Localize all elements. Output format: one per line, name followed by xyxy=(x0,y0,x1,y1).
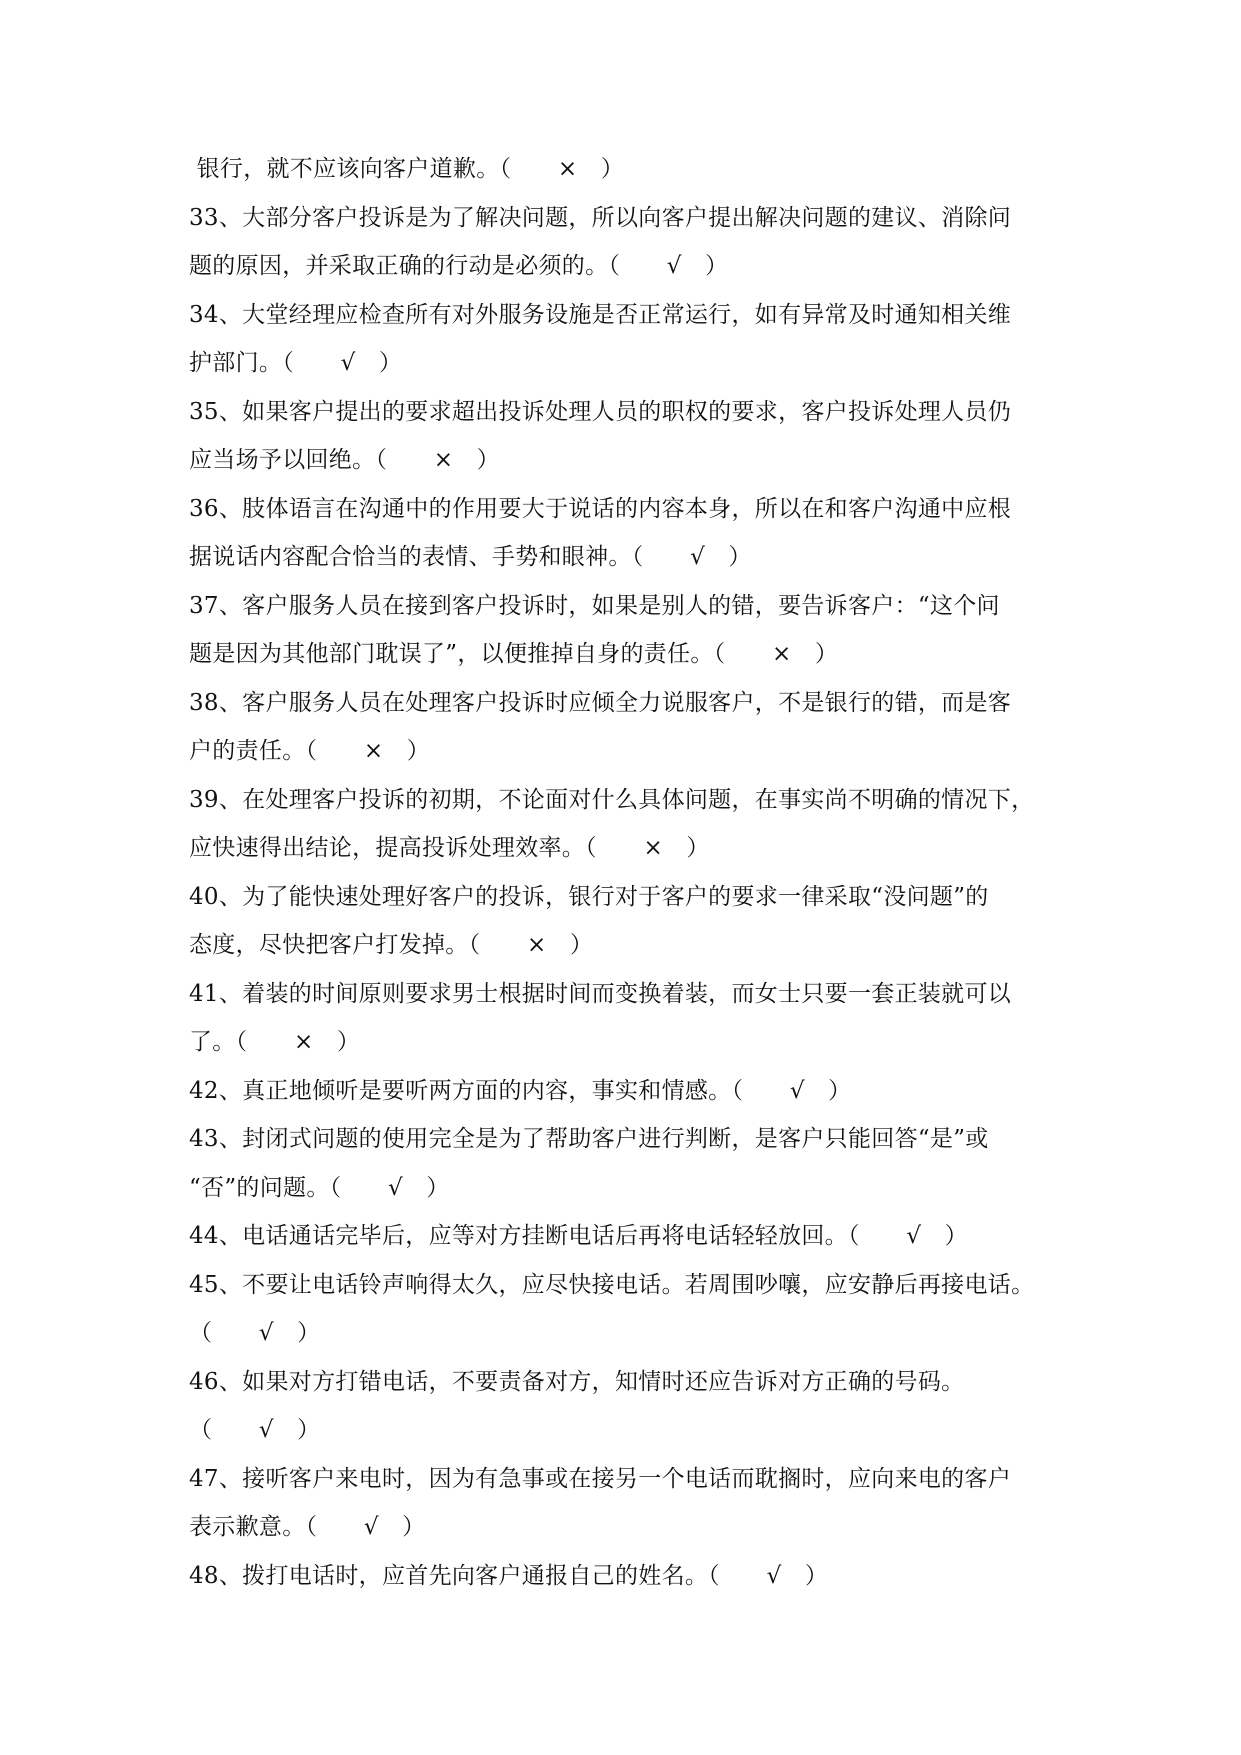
text-line-17: 态度，尽快把客户打发掉。（ × ） xyxy=(189,932,594,958)
text-line-23: 44、电话通话完毕后，应等对方挂断电话后再将电话轻轻放回。（ √ ） xyxy=(189,1223,968,1249)
text-line-11: 题是因为其他部门耽误了”，以便推掉自身的责任。（ × ） xyxy=(189,641,839,667)
text-line-22: “否”的问题。（ √ ） xyxy=(189,1174,450,1201)
document-body xyxy=(189,145,1064,1600)
text-line-8: 36、肢体语言在沟通中的作用要大于说话的内容本身，所以在和客户沟通中应根 xyxy=(189,495,1012,522)
text-line-14: 39、在处理客户投诉的初期，不论面对什么具体问题，在事实尚不明确的情况下， xyxy=(189,786,1035,813)
text-line-29: 表示歉意。（ √ ） xyxy=(189,1514,426,1540)
text-line-21: 43、封闭式问题的使用完全是为了帮助客户进行判断，是客户只能回答“是”或 xyxy=(189,1126,989,1152)
text-line-6: 35、如果客户提出的要求超出投诉处理人员的职权的要求，客户投诉处理人员仍 xyxy=(189,398,1012,425)
text-line-20: 42、真正地倾听是要听两方面的内容，事实和情感。（ √ ） xyxy=(189,1077,852,1104)
text-line-15: 应快速得出结论，提高投诉处理效率。（ × ） xyxy=(189,835,710,861)
text-line-12: 38、客户服务人员在处理客户投诉时应倾全力说服客户，不是银行的错，而是客 xyxy=(189,689,1012,716)
text-line-10: 37、客户服务人员在接到客户投诉时，如果是别人的错，要告诉客户：“这个问 xyxy=(189,592,1000,619)
text-line-5: 护部门。（ √ ） xyxy=(189,350,403,376)
text-line-30: 48、拨打电话时，应首先向客户通报自己的姓名。（ √ ） xyxy=(189,1562,829,1589)
text-line-3: 题的原因，并采取正确的行动是必须的。（ √ ） xyxy=(189,253,729,279)
text-line-13: 户的责任。（ × ） xyxy=(189,738,431,764)
text-line-16: 40、为了能快速处理好客户的投诉，银行对于客户的要求一律采取“没问题”的 xyxy=(189,883,989,910)
text-line-24: 45、不要让电话铃声响得太久，应尽快接电话。若周围吵嚷，应安静后再接电话。 xyxy=(189,1271,1035,1298)
text-line-25: （ √ ） xyxy=(189,1320,321,1346)
text-line-9: 据说话内容配合恰当的表情、手势和眼神。（ √ ） xyxy=(189,544,752,570)
text-line-4: 34、大堂经理应检查所有对外服务设施是否正常运行，如有异常及时通知相关维 xyxy=(189,301,1012,328)
text-line-2: 33、大部分客户投诉是为了解决问题，所以向客户提出解决问题的建议、消除问 xyxy=(189,204,1012,231)
text-line-28: 47、接听客户来电时，因为有急事或在接另一个电话而耽搁时，应向来电的客户 xyxy=(189,1465,1012,1492)
text-line-18: 41、着装的时间原则要求男士根据时间而变换着装，而女士只要一套正装就可以 xyxy=(189,980,1012,1007)
text-line-26: 46、如果对方打错电话，不要责备对方，知情时还应告诉对方正确的号码。 xyxy=(189,1368,965,1395)
text-line-1: 银行，就不应该向客户道歉。（ × ） xyxy=(189,156,625,182)
text-line-7: 应当场予以回绝。（ × ） xyxy=(189,447,500,473)
text-line-27: （ √ ） xyxy=(189,1417,321,1443)
text-line-19: 了。（ × ） xyxy=(189,1029,361,1055)
